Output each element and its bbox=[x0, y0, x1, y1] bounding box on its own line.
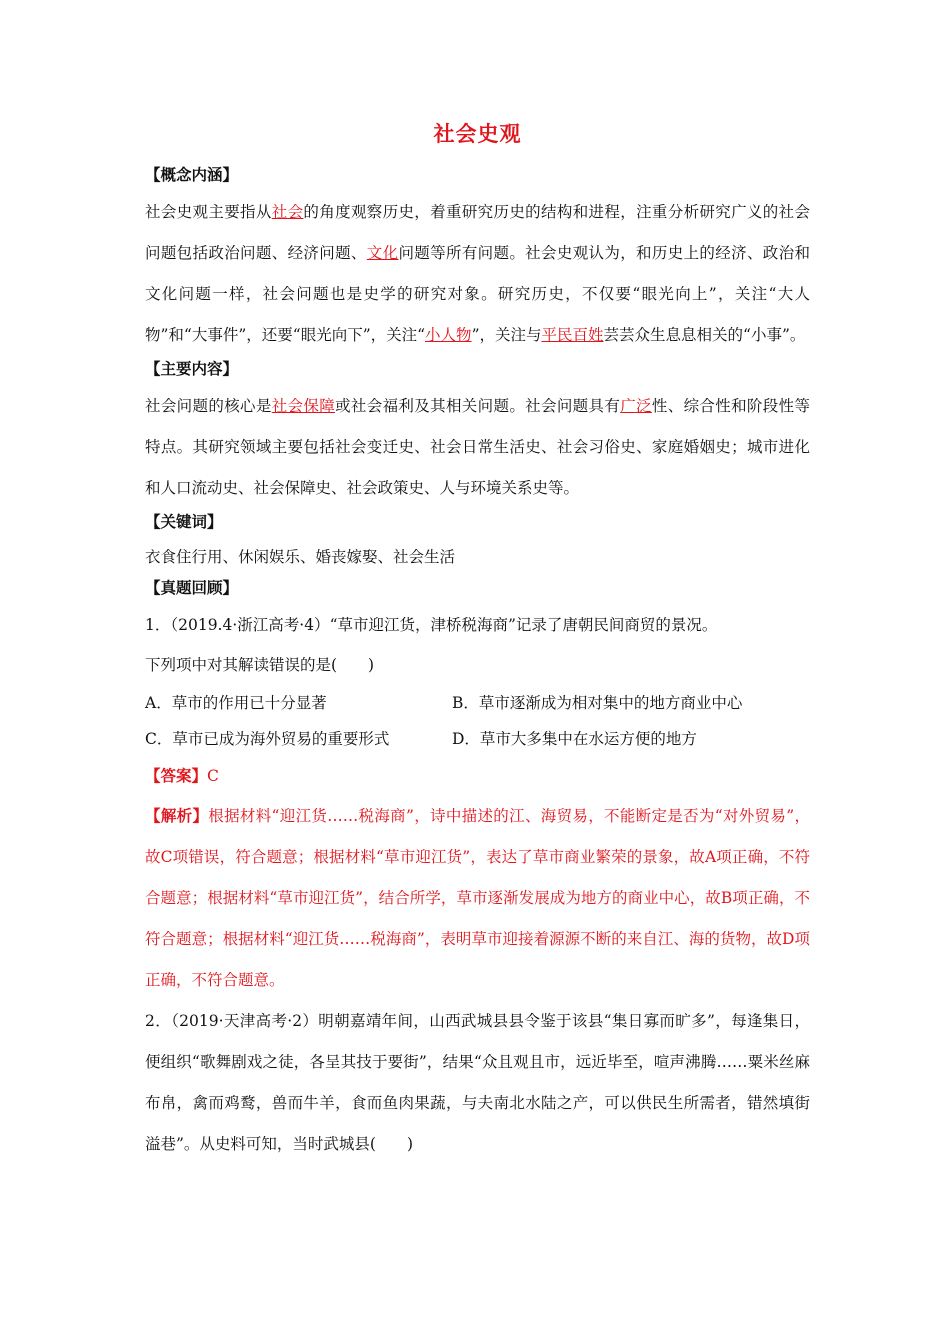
link-little-people[interactable]: 小人物 bbox=[425, 326, 472, 344]
question-1-options-row-2 bbox=[145, 721, 810, 757]
question-1-analysis bbox=[145, 795, 810, 1001]
option-c: C．草市已成为海外贸易的重要形式 bbox=[145, 730, 390, 748]
analysis-text: 根据材料“迎江货……税海商”，诗中描述的江、海贸易，不能断定是否为“对外贸易”，故C项错误，符合题意；根据材料“草市迎江货”，表达了草市商业繁荣的景象，故A项正确，不符合题意；根据材料“草市迎江货”，结合所学，草市逐渐发展成为地方的商业中心，故B项正确，不符合题意；根据材料“迎江货……税海商”，表明草市迎接着源源不断的来自江、海的货物，故D项正确，不符合题意。 bbox=[145, 807, 810, 989]
section-heading-keywords: 【关键词】 bbox=[145, 513, 223, 531]
text-span: 的角度观察历史，着重研究历史的结构和进程，注重分析研究广义的社会问题包括政治问题、经济问题、 bbox=[145, 203, 810, 262]
text-span: 社会史观主要指从 bbox=[145, 203, 272, 221]
text-span: 或社会福利及其相关问题。社会问题具有 bbox=[335, 397, 621, 415]
link-broad[interactable]: 广泛 bbox=[620, 397, 652, 415]
link-social-security[interactable]: 社会保障 bbox=[271, 397, 336, 415]
link-society[interactable]: 社会 bbox=[271, 203, 304, 221]
text-span: 社会问题的核心是 bbox=[145, 397, 272, 415]
question-1-prompt: 下列项中对其解读错误的是( ) bbox=[145, 656, 375, 674]
text-span: 问题等所有问题。社会史观认为，和历史上的经济、政治和文化问题一样，社会问题也是史学的研究对象。研究历史，不仅要“眼光向上”，关注“大人物”和“大事件”，还要“眼光向下”，关注“ bbox=[145, 244, 810, 344]
link-culture[interactable]: 文化 bbox=[366, 244, 399, 262]
text-span: 性、综合性和阶段性等特点。其研究领域主要包括社会变迁史、社会日常生活史、社会习俗史、家庭婚姻史；城市进化和人口流动史、社会保障史、社会政策史、人与环境关系史等。 bbox=[145, 397, 810, 497]
section-heading-review: 【真题回顾】 bbox=[145, 579, 239, 597]
question-1-stem: 1．（2019.4·浙江高考·4）“草市迎江货，津桥税海商”记录了唐朝民间商贸的景况。 bbox=[145, 616, 718, 634]
option-b: B．草市逐渐成为相对集中的地方商业中心 bbox=[452, 694, 743, 712]
page-title: 社会史观 bbox=[433, 122, 522, 146]
link-common-people[interactable]: 平民百姓 bbox=[541, 326, 604, 344]
answer-value: C bbox=[207, 767, 219, 785]
answer-label: 【答案】 bbox=[145, 766, 208, 785]
question-1-options-row-1 bbox=[145, 685, 810, 721]
concept-paragraph bbox=[145, 192, 810, 356]
question-1-answer bbox=[145, 757, 810, 795]
question-2-stem: 2．（2019·天津高考·2）明朝嘉靖年间，山西武城县县令鉴于该县“集日寡而旷多”，每逢集日，便组织“歌舞剧戏之徒，各呈其技于要街”，结果“众且观且市，远近毕至，喧声沸腾……粟米丝麻布帛，禽而鸡鹜，兽而牛羊，食而鱼肉果蔬，与夫南北水陆之产，可以供民生所需者，错然填街溢巷”。从史料可知，当时武城县( ) bbox=[145, 1012, 810, 1153]
text-span: 芸芸众生息息相关的“小事”。 bbox=[603, 326, 806, 344]
analysis-label: 【解析】 bbox=[145, 806, 209, 825]
keywords-text: 衣食住行用、休闲娱乐、婚丧嫁娶、社会生活 bbox=[145, 548, 456, 566]
content-paragraph bbox=[145, 386, 810, 509]
section-heading-content: 【主要内容】 bbox=[145, 360, 239, 378]
document-page bbox=[145, 118, 810, 1167]
text-span: ”，关注与 bbox=[471, 326, 542, 344]
option-a: A．草市的作用已十分显著 bbox=[145, 694, 327, 712]
option-d: D．草市大多集中在水运方便的地方 bbox=[452, 730, 697, 748]
section-heading-concept: 【概念内涵】 bbox=[145, 166, 239, 184]
